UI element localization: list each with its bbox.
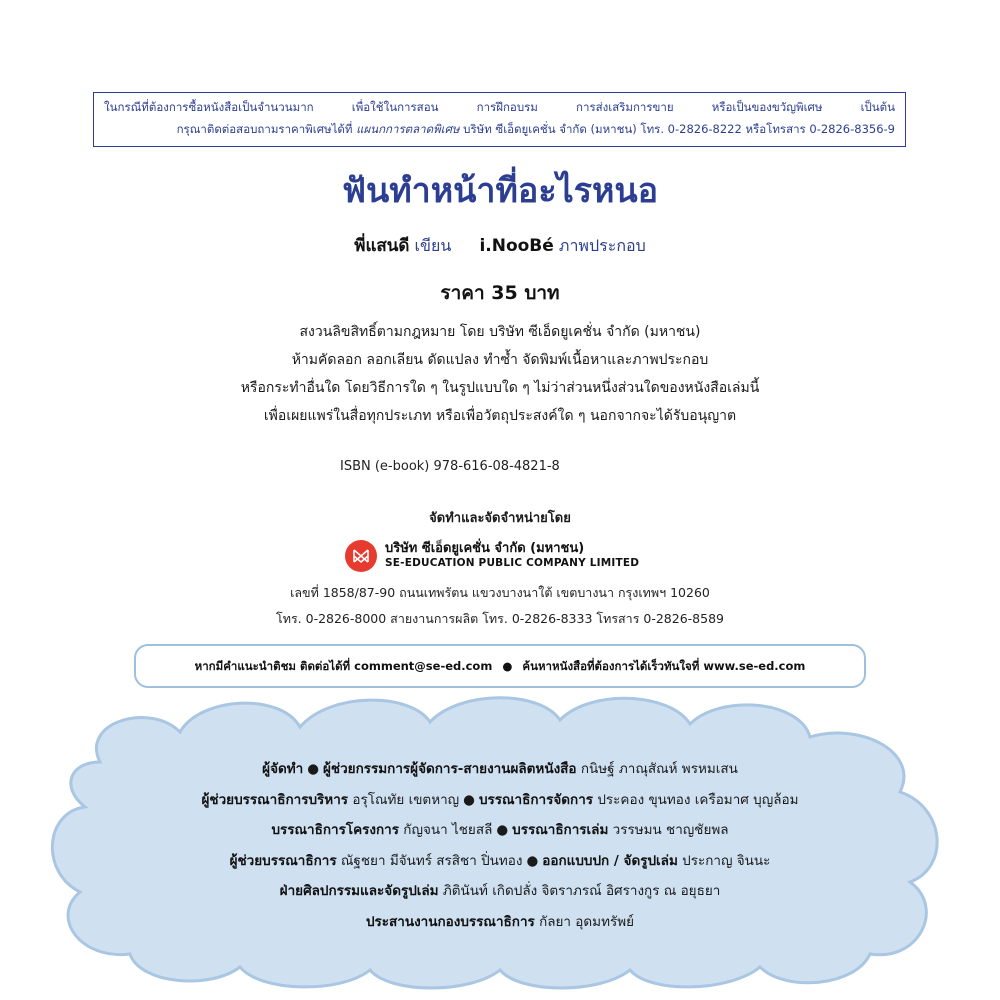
staff-row	[0, 876, 1000, 907]
se-ed-logo-icon	[345, 540, 377, 572]
feedback-contact: หากมีคำแนะนำติชม ติดต่อได้ที่ comment@se-ed.com	[194, 659, 493, 673]
staff-role: ผู้ช่วยกรรมการผู้จัดการ-สายงานผลิตหนังสือ	[323, 761, 577, 777]
phone-line: โทร. 0-2826-8000 สายงานการผลิต โทร. 0-2826-8333 โทรสาร 0-2826-8589	[276, 611, 724, 626]
notice-line-1: ในกรณีที่ต้องการซื้อหนังสือเป็นจำนวนมาก เพื่อใช้ในการสอน การฝึกอบรม การส่งเสริมการขาย หรือเป็นของขวัญพิเศษ เป็นต้น	[104, 100, 895, 114]
staff-role: ออกแบบปก / จัดรูปเล่ม	[542, 852, 678, 869]
company-address	[0, 580, 1000, 632]
bullet-separator: ●	[496, 822, 509, 838]
illustrator-role: ภาพประกอบ	[558, 236, 646, 255]
staff-row	[0, 907, 1000, 938]
copyright-line-3: หรือกระทำอื่นใด โดยวิธีการใด ๆ ในรูปแบบใด ๆ ไม่ว่าส่วนหนึ่งส่วนใดของหนังสือเล่มนี้	[240, 380, 760, 396]
isbn: ISBN (e-book) 978-616-08-4821-8	[340, 459, 560, 474]
staff-name: วรรษมน ชาญชัยพล	[612, 822, 729, 838]
staff-name: กัลยา อุดมทรัพย์	[539, 913, 635, 930]
company-name-th: บริษัท ซีเอ็ดยูเคชั่น จำกัด (มหาชน)	[385, 541, 585, 556]
staff-role: ผู้จัดทำ	[262, 761, 304, 777]
staff-credits	[0, 754, 1000, 937]
staff-name: กนิษฐ์ ภาณุสัณห์ พรหมเสน	[580, 761, 738, 777]
author-name: พี่แสนดี	[354, 236, 410, 256]
notice-line-2-suffix: บริษัท ซีเอ็ดยูเคชั่น จำกัด (มหาชน) โทร. 0-2826-8222 หรือโทรสาร 0-2826-8356-9	[463, 122, 895, 136]
copyright-line-2: ห้ามคัดลอก ลอกเลียน ดัดแปลง ทำซ้ำ จัดพิมพ์เนื้อหาและภาพประกอบ	[291, 352, 709, 368]
website-contact: ค้นหาหนังสือที่ต้องการได้เร็วทันใจที่ www.se-ed.com	[522, 659, 806, 673]
bullet-separator: ●	[463, 791, 475, 808]
staff-role: ประสานงานกองบรรณาธิการ	[365, 913, 535, 930]
contact-banner	[134, 644, 866, 688]
book-credits	[0, 232, 1000, 260]
staff-name: อรุโณทัย เขตหาญ	[352, 791, 460, 808]
staff-name: ภิตินันท์ เกิดปลั่ง จิตราภรณ์ อิศรางกูร ณ อยุธยา	[442, 883, 721, 899]
staff-name: ประกาญ จินนะ	[682, 852, 771, 869]
company-block	[345, 538, 639, 574]
bullet-separator: ●	[526, 852, 539, 869]
book-price: ราคา 35 บาท	[440, 282, 560, 304]
notice-department: แผนกการตลาดพิเศษ	[356, 122, 460, 136]
staff-role: บรรณาธิการจัดการ	[478, 791, 594, 808]
staff-row	[0, 785, 1000, 816]
book-title: ฟันทำหน้าที่อะไรหนอ	[341, 171, 659, 211]
staff-row	[0, 815, 1000, 846]
staff-name: ณัฐชยา มีจันทร์ สรสิชา ปิ่นทอง	[340, 852, 523, 869]
staff-role: บรรณาธิการเล่ม	[512, 822, 609, 838]
address-line: เลขที่ 1858/87-90 ถนนเทพรัตน แขวงบางนาใต้ เขตบางนา กรุงเทพฯ 10260	[290, 585, 710, 600]
staff-name: กัญจนา ไชยสลี	[403, 822, 493, 838]
company-name-en: SE-EDUCATION PUBLIC COMPANY LIMITED	[385, 557, 640, 569]
bullet-separator: ●	[307, 761, 320, 777]
copyright-line-4: เพื่อเผยแพร่ในสื่อทุกประเภท หรือเพื่อวัตถุประสงค์ใด ๆ นอกจากจะได้รับอนุญาต	[263, 408, 737, 424]
staff-role: ผู้ช่วยบรรณาธิการ	[229, 852, 337, 869]
copyright-line-1: สงวนลิขสิทธิ์ตามกฎหมาย โดย บริษัท ซีเอ็ดยูเคชั่น จำกัด (มหาชน)	[299, 324, 701, 340]
staff-row	[0, 846, 1000, 877]
notice-line-2	[104, 118, 895, 140]
author-role: เขียน	[414, 236, 452, 255]
company-names	[385, 541, 639, 571]
special-order-notice	[93, 92, 906, 147]
bullet-separator: ●	[502, 659, 513, 673]
staff-role: บรรณาธิการโครงการ	[271, 822, 399, 838]
copyright-notice	[0, 318, 1000, 430]
staff-row	[0, 754, 1000, 785]
staff-name: ประคอง ขุนทอง เครือมาศ บุญล้อม	[597, 791, 799, 808]
illustrator-name: i.NooBé	[479, 236, 554, 256]
staff-role: ผู้ช่วยบรรณาธิการบริหาร	[201, 791, 349, 808]
staff-role: ฝ่ายศิลปกรรมและจัดรูปเล่ม	[279, 883, 439, 899]
distributor-heading: จัดทำและจัดจำหน่ายโดย	[429, 511, 571, 526]
notice-line-2-prefix: กรุณาติดต่อสอบถามราคาพิเศษได้ที่	[176, 122, 353, 136]
